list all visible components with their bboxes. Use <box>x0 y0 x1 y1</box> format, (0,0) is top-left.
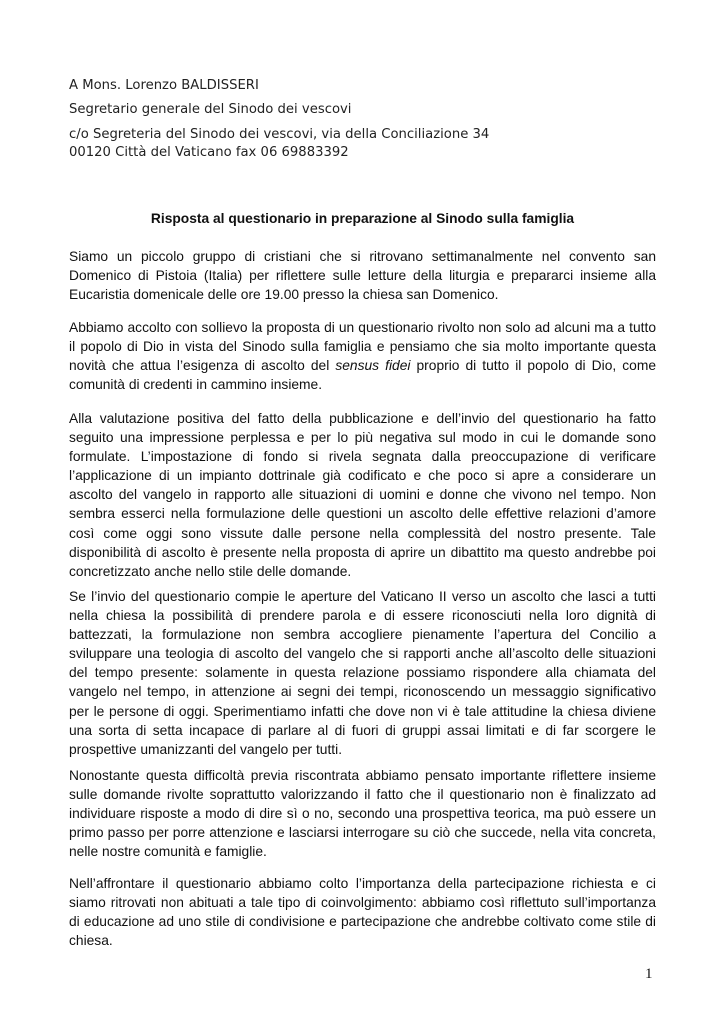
sensus-fidei-italic: sensus fidei <box>335 358 411 374</box>
paragraph-6: Nell’affrontare il questionario abbiamo colto l’importanza della partecipazione richiesta e ci siamo ritrovati non abituati a tale tipo di coinvolgimento: abbiamo così riflettuto sull’importanza di educazione ad uno stile di condivisione e partecipazione che andrebbe coltivato come stile di chiesa. <box>69 876 656 949</box>
recipient-street-address: c/o Segreteria del Sinodo dei vescovi, via della Conciliazione 34 <box>69 127 490 142</box>
paragraph-5: Nonostante questa difficoltà previa riscontrata abbiamo pensato importante riflettere insieme sulle domande rivolte soprattutto valorizzando il fatto che il questionario non è finalizzato ad individuare risposte a modo di dire sì o no, secondo una prospettiva teorica, ma può essere un primo passo per porre attenzione e lasciarsi interrogare su ciò che succede, nella vita concreta, nelle nostre comunità e famiglie. <box>69 768 656 860</box>
paragraph-2-text-end: proprio di tutto il popolo di Dio, come comunità di credenti in cammino insieme. <box>69 358 656 393</box>
paragraph-2 <box>69 318 656 394</box>
recipient-name: A Mons. Lorenzo BALDISSERI <box>69 78 259 93</box>
paragraph-3: Alla valutazione positiva del fatto della pubblicazione e dell’invio del questionario ha fatto seguito una impressione perplessa e per lo più negativa sul modo in cui le domande sono formulate. L’impostazione di fondo si rivela segnata dalla preoccupazione di verificare l’applicazione di un impianto dottrinale già codificato e che poco si apre a considerare un ascolto del vangelo in rapporto alle situazioni di uomini e donne che vivono nel tempo. Non sembra esserci nella formulazione delle questioni un ascolto delle effettive relazioni d’amore così come oggi sono vissute dalle persone nella complessità del nostro presente. Tale disponibilità di ascolto è presente nella proposta di aprire un dibattito ma questo andrebbe poi concretizzato anche nello stile delle domande. <box>69 411 656 579</box>
paragraph-4: Se l’invio del questionario compie le aperture del Vaticano II verso un ascolto che lasci a tutti nella chiesa la possibilità di prendere parola e di essere riconosciuti nella loro dignità di battezzati, la formulazione non sembra accogliere pienamente l’apertura del Concilio a sviluppare una teologia di ascolto del vangelo che si rapporti anche all’ascolto delle situazioni del tempo presente: solamente in questa relazione possiamo rispondere alla chiamata del vangelo nel tempo, in attenzione ai segni dei tempi, riconoscendo un messaggio significativo per le persone di oggi. Sperimentiamo infatti che dove non vi è tale attitudine la chiesa diviene una sorta di setta incapace di parlare al di fuori di gruppi assai limitati e di far scorgere le prospettive umanizzanti del vangelo per tutti. <box>69 589 656 757</box>
recipient-role: Segretario generale del Sinodo dei vescovi <box>69 102 352 117</box>
page-number: 1 <box>645 966 653 982</box>
document-title: Risposta al questionario in preparazione al Sinodo sulla famiglia <box>150 211 575 226</box>
paragraph-2-text-start: Abbiamo accolto con sollievo la proposta di un questionario rivolto non solo ad alcuni ma a tutto il popolo di Dio in vista del Sinodo sulla famiglia e pensiamo che sia molto importante questa novità che attua l’esigenza di ascolto del <box>69 320 656 374</box>
recipient-city-fax: 00120 Città del Vaticano fax 06 69883392 <box>69 145 349 160</box>
paragraph-1: Siamo un piccolo gruppo di cristiani che si ritrovano settimanalmente nel convento san Domenico di Pistoia (Italia) per riflettere sulle letture della liturgia e prepararci insieme alla Eucaristia domenicale delle ore 19.00 presso la chiesa san Domenico. <box>69 249 656 303</box>
